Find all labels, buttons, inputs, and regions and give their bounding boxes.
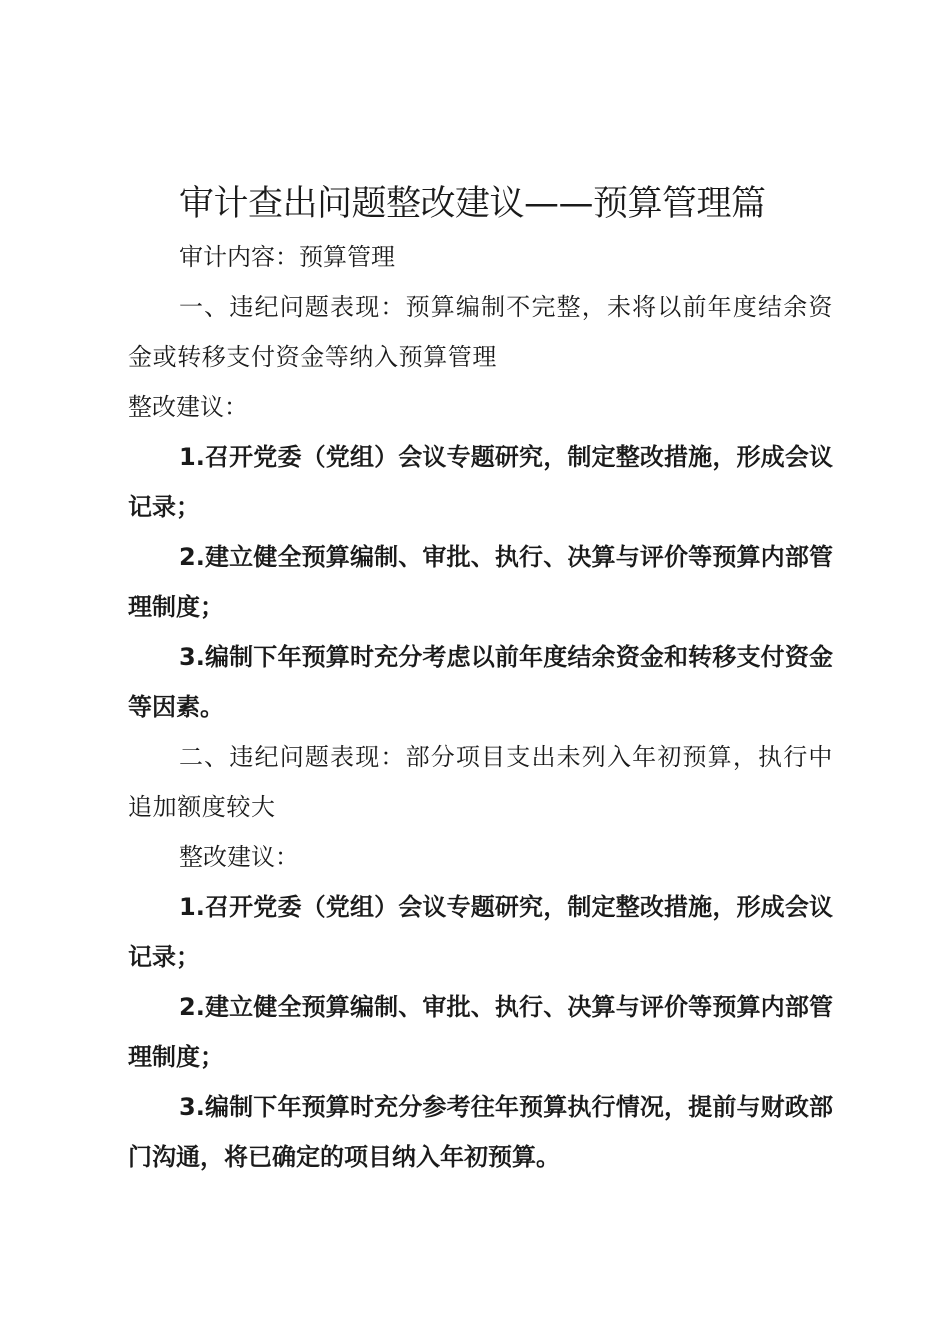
document-title: 审计查出问题整改建议——预算管理篇 [179,184,766,224]
audit-content: 审计内容：预算管理 [179,243,395,271]
section1-issue: 一、违纪问题表现：预算编制不完整，未将以前年度结余资金或转移支付资金等纳入预算管理 [128,293,833,371]
section2-item-3: 3.编制下年预算时充分参考往年预算执行情况，提前与财政部门沟通，将已确定的项目纳入年初预算。 [128,1093,833,1171]
section2-item-2: 2.建立健全预算编制、审批、执行、决算与评价等预算内部管理制度； [128,993,833,1071]
section2-issue: 二、违纪问题表现：部分项目支出未列入年初预算，执行中追加额度较大 [128,743,833,821]
section1-item-3: 3.编制下年预算时充分考虑以前年度结余资金和转移支付资金等因素。 [128,643,833,721]
section1-suggestion-label: 整改建议： [128,393,248,421]
document-page [128,176,833,1182]
section1-item-2: 2.建立健全预算编制、审批、执行、决算与评价等预算内部管理制度； [128,543,833,621]
section1-item-1: 1.召开党委（党组）会议专题研究，制定整改措施，形成会议记录； [128,443,833,521]
section2-suggestion-label: 整改建议： [179,843,299,871]
section2-item-1: 1.召开党委（党组）会议专题研究，制定整改措施，形成会议记录； [128,893,833,971]
